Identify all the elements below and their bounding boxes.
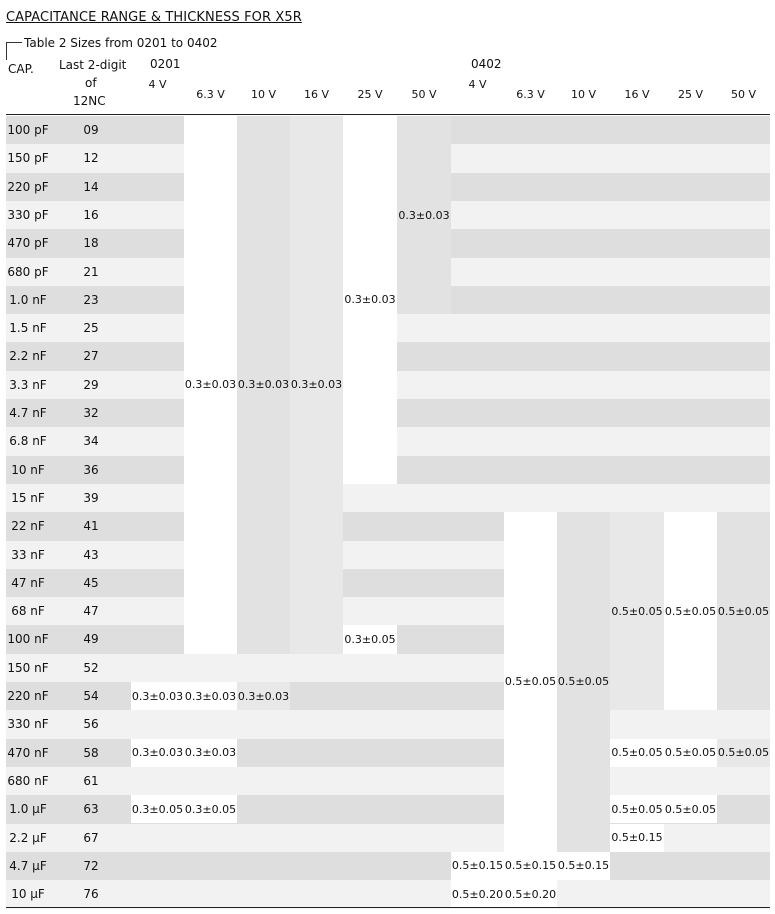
table-row — [6, 880, 770, 909]
row-capacitance: 10 µF — [11, 887, 45, 902]
row-capacitance: 47 nF — [11, 575, 45, 590]
voltage-header: 25 V — [357, 88, 383, 101]
voltage-header: 50 V — [730, 88, 757, 101]
row-12nc-code: 58 — [83, 745, 99, 760]
row-12nc-code: 27 — [83, 349, 99, 364]
thickness-cell: 0.3±0.05 — [184, 795, 237, 823]
caption-bracket — [6, 42, 22, 60]
thickness-cell: 0.5±0.05 — [610, 795, 664, 823]
row-12nc-code: 16 — [83, 207, 99, 222]
row-12nc-code: 09 — [83, 123, 99, 137]
row-12nc-code: 14 — [83, 179, 99, 194]
row-capacitance: 15 nF — [11, 490, 45, 505]
thickness-cell: 0.5±0.05 — [664, 795, 717, 823]
thickness-cell: 0.5±0.05 — [717, 512, 770, 710]
row-capacitance: 220 nF — [7, 689, 49, 703]
row-12nc-code: 34 — [83, 434, 99, 449]
row-capacitance: 68 nF — [11, 604, 45, 619]
row-12nc-code: 12 — [83, 151, 99, 166]
row-12nc-code: 76 — [83, 887, 99, 902]
thickness-cell: 0.5±0.05 — [610, 739, 664, 767]
thickness-cell: 0.3±0.03 — [343, 116, 397, 484]
row-12nc-code: 32 — [83, 406, 99, 420]
row-12nc-code: 41 — [83, 519, 99, 534]
table-row — [6, 852, 770, 881]
row-capacitance: 150 nF — [7, 660, 49, 675]
row-capacitance: 22 nF — [11, 519, 45, 534]
thickness-cell: 0.3±0.03 — [237, 116, 290, 654]
row-capacitance: 680 pF — [7, 264, 49, 279]
row-capacitance: 680 nF — [7, 773, 49, 788]
row-12nc-code: 67 — [83, 830, 99, 845]
row-12nc-code: 45 — [83, 575, 99, 590]
header-size-0402: 0402 — [471, 57, 502, 71]
thickness-cell: 0.3±0.05 — [131, 795, 184, 823]
row-capacitance: 1.0 nF — [9, 292, 47, 307]
thickness-cell: 0.5±0.15 — [610, 824, 664, 852]
row-capacitance: 6.8 nF — [9, 434, 47, 449]
row-12nc-code: 72 — [83, 858, 99, 873]
voltage-header: 10 V — [570, 88, 597, 101]
thickness-cell: 0.5±0.05 — [504, 512, 557, 852]
voltage-header: 16 V — [303, 88, 330, 101]
table-row — [6, 767, 770, 796]
thickness-cell: 0.5±0.15 — [557, 852, 610, 880]
row-12nc-code: 23 — [83, 292, 99, 307]
voltage-header: 6.3 V — [516, 88, 545, 101]
row-capacitance: 33 nF — [11, 547, 45, 562]
header-size-0201: 0201 — [150, 57, 181, 71]
row-capacitance: 2.2 µF — [9, 830, 47, 845]
thickness-cell: 0.3±0.03 — [184, 739, 237, 767]
thickness-cell: 0.5±0.20 — [451, 880, 504, 908]
table-row — [6, 484, 770, 513]
row-12nc-code: 36 — [83, 462, 99, 477]
header-rule — [6, 114, 770, 115]
voltage-header: 50 V — [411, 88, 437, 101]
row-capacitance: 100 nF — [7, 632, 49, 647]
row-12nc-code: 18 — [83, 236, 99, 251]
row-capacitance: 100 pF — [7, 123, 49, 137]
row-12nc-code: 29 — [83, 377, 99, 392]
voltage-header: 10 V — [250, 88, 277, 101]
header-nc-line2: of — [85, 76, 97, 90]
voltage-header: 25 V — [677, 88, 704, 101]
row-capacitance: 3.3 nF — [9, 377, 47, 392]
row-capacitance: 470 pF — [7, 236, 49, 251]
row-capacitance: 150 pF — [7, 151, 49, 166]
row-12nc-code: 63 — [83, 802, 99, 817]
row-12nc-code: 56 — [83, 717, 99, 732]
thickness-cell: 0.5±0.05 — [664, 739, 717, 767]
row-12nc-code: 52 — [83, 660, 99, 675]
voltage-header: 4 V — [148, 78, 167, 91]
row-capacitance: 2.2 nF — [9, 349, 47, 364]
row-12nc-code: 47 — [83, 604, 99, 619]
row-capacitance: 1.0 µF — [9, 802, 47, 817]
voltage-header: 6.3 V — [196, 88, 225, 101]
row-capacitance: 330 pF — [7, 207, 49, 222]
thickness-cell: 0.3±0.03 — [131, 682, 184, 710]
thickness-cell: 0.3±0.03 — [184, 682, 237, 710]
row-12nc-code: 39 — [83, 490, 99, 505]
row-capacitance: 10 nF — [11, 462, 45, 477]
row-12nc-code: 43 — [83, 547, 99, 562]
row-capacitance: 1.5 nF — [9, 321, 47, 336]
row-capacitance: 470 nF — [7, 745, 49, 760]
thickness-cell: 0.5±0.20 — [504, 880, 557, 908]
thickness-cell: 0.5±0.15 — [504, 852, 557, 880]
table-caption: Table 2 Sizes from 0201 to 0402 — [24, 36, 218, 50]
thickness-cell: 0.3±0.03 — [184, 116, 237, 654]
thickness-cell: 0.5±0.15 — [451, 852, 504, 880]
thickness-cell: 0.5±0.05 — [717, 739, 770, 767]
thickness-cell: 0.3±0.03 — [131, 739, 184, 767]
thickness-cell: 0.3±0.03 — [290, 116, 343, 654]
row-12nc-code: 61 — [83, 773, 99, 788]
row-capacitance: 220 pF — [7, 179, 49, 194]
row-12nc-code: 54 — [83, 689, 99, 703]
header-nc-line1: Last 2-digit — [59, 58, 127, 72]
header-cap: CAP. — [8, 62, 34, 76]
footer-rule — [6, 907, 770, 908]
thickness-cell: 0.3±0.05 — [343, 625, 397, 653]
table-row — [6, 710, 770, 739]
row-capacitance: 4.7 µF — [9, 858, 47, 873]
thickness-cell: 0.3±0.03 — [237, 682, 290, 710]
page-title: CAPACITANCE RANGE & THICKNESS FOR X5R — [6, 10, 302, 25]
row-12nc-code: 25 — [83, 321, 99, 336]
voltage-header: 4 V — [468, 78, 487, 91]
row-12nc-code: 21 — [83, 264, 99, 279]
row-capacitance: 330 nF — [7, 717, 49, 732]
row-12nc-code: 49 — [83, 632, 99, 647]
thickness-cell: 0.5±0.05 — [557, 512, 610, 852]
thickness-cell: 0.5±0.05 — [664, 512, 717, 710]
thickness-cell: 0.5±0.05 — [610, 512, 664, 710]
voltage-header: 16 V — [624, 88, 650, 101]
header-nc-line3: 12NC — [73, 94, 106, 108]
row-capacitance: 4.7 nF — [9, 406, 47, 420]
thickness-cell: 0.3±0.03 — [397, 116, 451, 314]
